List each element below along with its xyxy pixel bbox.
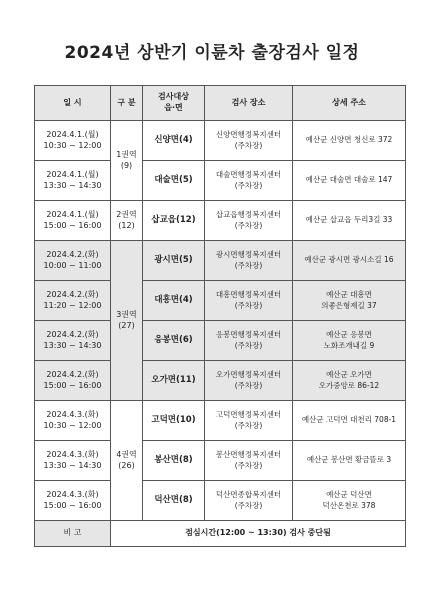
place-name: 대흥면행정복지센터	[215, 290, 282, 300]
header-group: 구 분	[111, 86, 143, 121]
table-row	[35, 321, 406, 361]
group-name: 2권역	[116, 209, 137, 219]
place-note: (주차장)	[234, 220, 263, 230]
address-line-1: 예산군 봉산면 황금뜰로 3	[306, 455, 392, 465]
area-cell: 대술면(5)	[143, 161, 205, 201]
group-cell	[111, 201, 143, 241]
place-cell	[205, 241, 293, 281]
header-area	[143, 86, 205, 121]
address-line-1: 예산군 대흥면	[326, 290, 372, 300]
group-name: 1권역	[116, 149, 137, 159]
datetime-cell	[35, 481, 111, 521]
place-note: (주차장)	[234, 260, 263, 270]
time-text: 13:30 ~ 14:30	[43, 460, 102, 470]
group-count: (12)	[118, 220, 135, 230]
date-text: 2024.4.2.(화)	[46, 249, 99, 259]
address-line-1: 예산군 응봉면	[326, 330, 372, 340]
area-cell: 신양면(4)	[143, 121, 205, 161]
address-line-1: 예산군 대술면 대술로 147	[305, 175, 393, 185]
date-text: 2024.4.1.(월)	[46, 129, 99, 139]
datetime-cell	[35, 281, 111, 321]
header-area-label: 검사대상 읍·면	[158, 92, 189, 112]
group-cell	[111, 241, 143, 401]
time-text: 15:00 ~ 16:00	[43, 380, 102, 390]
table-row	[35, 481, 406, 521]
place-cell	[205, 401, 293, 441]
address-line-2: 덕산온천로 378	[322, 500, 376, 510]
area-cell: 광시면(5)	[143, 241, 205, 281]
address-line-2: 노화조개내길 9	[323, 340, 375, 350]
place-note: (주차장)	[234, 420, 263, 430]
address-line-1: 예산군 덕산면	[326, 490, 372, 500]
place-cell	[205, 201, 293, 241]
place-name: 광시면행정복지센터	[215, 250, 282, 260]
area-cell: 오가면(11)	[143, 361, 205, 401]
place-name: 고덕면행정복지센터	[215, 410, 282, 420]
address-line-2: 오가중앙로 86-12	[318, 380, 380, 390]
address-line-1: 예산군 오가면	[326, 370, 372, 380]
datetime-cell	[35, 401, 111, 441]
header-place: 검사 장소	[205, 86, 293, 121]
address-cell	[293, 201, 406, 241]
time-text: 13:30 ~ 14:30	[43, 340, 102, 350]
place-cell	[205, 481, 293, 521]
group-count: (9)	[120, 160, 133, 170]
date-text: 2024.4.1.(월)	[46, 209, 99, 219]
time-text: 15:00 ~ 16:00	[43, 500, 102, 510]
page-title: 2024년 상반기 이륜차 출장검사 일정	[64, 43, 360, 63]
date-text: 2024.4.2.(화)	[46, 289, 99, 299]
time-text: 11:20 ~ 12:00	[43, 300, 102, 310]
place-cell	[205, 441, 293, 481]
address-cell	[293, 161, 406, 201]
time-text: 15:00 ~ 16:00	[43, 220, 102, 230]
area-cell: 응봉면(6)	[143, 321, 205, 361]
place-note: (주차장)	[234, 380, 263, 390]
date-text: 2024.4.2.(화)	[46, 329, 99, 339]
datetime-cell	[35, 441, 111, 481]
address-line-1: 예산군 광시면 광시소길 16	[304, 255, 394, 265]
table-row	[35, 121, 406, 161]
group-count: (26)	[118, 460, 135, 470]
address-cell	[293, 281, 406, 321]
place-name: 신양면행정복지센터	[215, 130, 282, 140]
place-cell	[205, 321, 293, 361]
place-note: (주차장)	[234, 340, 263, 350]
place-name: 응봉면행정복지센터	[215, 330, 282, 340]
header-address: 상세 주소	[293, 86, 406, 121]
address-cell	[293, 121, 406, 161]
address-cell	[293, 361, 406, 401]
datetime-cell	[35, 121, 111, 161]
table-row	[35, 241, 406, 281]
header-datetime: 일 시	[35, 86, 111, 121]
place-note: (주차장)	[234, 140, 263, 150]
place-name: 덕산면종합복지센터	[215, 490, 282, 500]
area-cell: 고덕면(10)	[143, 401, 205, 441]
place-note: (주차장)	[234, 500, 263, 510]
address-line-2: 의좋은형제길 37	[321, 300, 377, 310]
address-line-1: 예산군 삽교읍 두리3길 33	[305, 215, 393, 225]
place-note: (주차장)	[234, 300, 263, 310]
date-text: 2024.4.1.(월)	[46, 169, 99, 179]
place-cell	[205, 121, 293, 161]
group-name: 3권역	[116, 309, 137, 319]
time-text: 10:30 ~ 12:00	[43, 420, 102, 430]
datetime-cell	[35, 161, 111, 201]
date-text: 2024.4.3.(화)	[46, 489, 99, 499]
place-name: 오가면행정복지센터	[215, 370, 282, 380]
time-text: 10:00 ~ 11:00	[43, 260, 102, 270]
table-row	[35, 201, 406, 241]
place-note: (주차장)	[234, 180, 263, 190]
date-text: 2024.4.3.(화)	[46, 409, 99, 419]
table-row	[35, 361, 406, 401]
place-cell	[205, 281, 293, 321]
address-cell	[293, 241, 406, 281]
area-cell: 봉산면(8)	[143, 441, 205, 481]
datetime-cell	[35, 201, 111, 241]
group-cell	[111, 401, 143, 521]
datetime-cell	[35, 321, 111, 361]
table-row	[35, 401, 406, 441]
group-cell	[111, 121, 143, 201]
table-row	[35, 281, 406, 321]
table-row	[35, 161, 406, 201]
place-note: (주차장)	[234, 460, 263, 470]
address-line-1: 예산군 신양면 청신로 372	[305, 135, 393, 145]
place-name: 봉산면행정복지센터	[215, 450, 282, 460]
group-name: 4권역	[116, 449, 137, 459]
address-cell	[293, 481, 406, 521]
area-cell: 대흥면(4)	[143, 281, 205, 321]
group-count: (27)	[118, 320, 135, 330]
place-name: 삽교읍행정복지센터	[215, 210, 282, 220]
place-name: 대술면행정복지센터	[215, 170, 282, 180]
schedule-table	[34, 85, 406, 547]
time-text: 13:30 ~ 14:30	[43, 180, 102, 190]
table-row	[35, 441, 406, 481]
date-text: 2024.4.2.(화)	[46, 369, 99, 379]
area-cell: 덕산면(8)	[143, 481, 205, 521]
note-label: 비 고	[35, 521, 111, 547]
address-cell	[293, 321, 406, 361]
area-cell: 삽교읍(12)	[143, 201, 205, 241]
place-cell	[205, 161, 293, 201]
note-text: 점심시간(12:00 ~ 13:30) 검사 중단됨	[111, 521, 406, 547]
address-cell	[293, 401, 406, 441]
datetime-cell	[35, 241, 111, 281]
date-text: 2024.4.3.(화)	[46, 449, 99, 459]
address-cell	[293, 441, 406, 481]
address-line-1: 예산군 고덕면 대천리 708-1	[301, 415, 397, 425]
note-row	[35, 521, 406, 547]
datetime-cell	[35, 361, 111, 401]
table-header-row	[35, 86, 406, 121]
time-text: 10:30 ~ 12:00	[43, 140, 102, 150]
place-cell	[205, 361, 293, 401]
